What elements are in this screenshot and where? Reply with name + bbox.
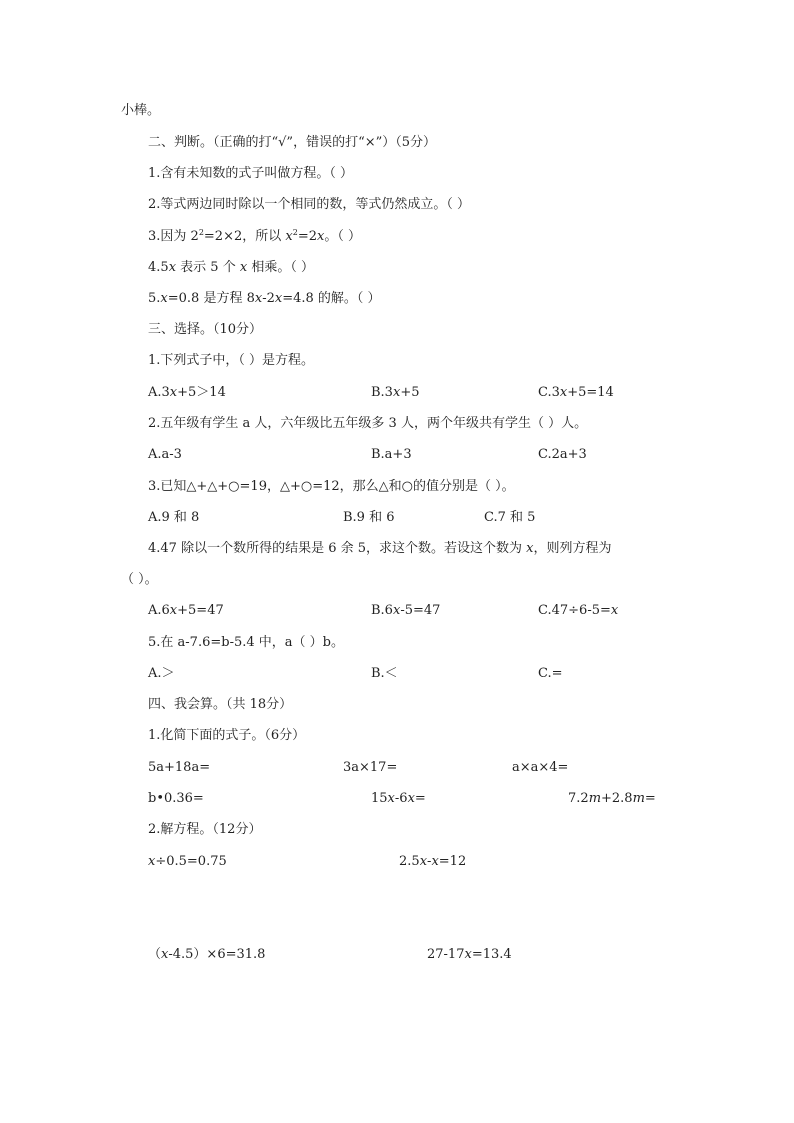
choice-q3-option-b: B.9 和 6 xyxy=(343,510,395,525)
simplify-expr-4: b•0.36= xyxy=(148,791,204,806)
choice-q1-option-c: C.3x+5=14 xyxy=(538,385,614,400)
intro-tail-text: 小棒。 xyxy=(121,103,161,118)
simplify-expr-3: a×a×4= xyxy=(512,760,569,775)
choice-q4-option-b: B.6x-5=47 xyxy=(371,603,441,618)
section3-heading: 三、选择。（10分） xyxy=(148,322,263,337)
equation-2: 2.5x-x=12 xyxy=(399,854,467,869)
choice-q1-stem: 1.下列式子中，（ ）是方程。 xyxy=(148,353,315,368)
choice-q2-option-c: C.2a+3 xyxy=(538,447,587,462)
simplify-expr-5: 15x-6x= xyxy=(371,791,426,806)
choice-q3-option-a: A.9 和 8 xyxy=(148,510,200,525)
choice-q5-option-b: B.＜ xyxy=(371,666,398,681)
judge-q4: 4.5x 表示 5 个 x 相乘。（ ） xyxy=(148,260,314,275)
equation-1: x÷0.5=0.75 xyxy=(148,854,227,869)
judge-q3: 3.因为 $2^2=2\times 2$，所以 $x^2=2x$。（ ） xyxy=(148,228,361,244)
simplify-subheading: 1.化简下面的式子。（6分） xyxy=(148,728,306,743)
judge-q1: 1.含有未知数的式子叫做方程。（ ） xyxy=(148,166,354,181)
choice-q3-stem: 3.已知△+△+○=19，△+○=12，那么△和○的值分别是（ ）。 xyxy=(148,479,515,494)
simplify-expr-6: 7.2m+2.8m= xyxy=(568,791,656,806)
choice-q4-option-c: C.47÷6-5=x xyxy=(538,603,619,618)
section4-heading: 四、我会算。（共 18分） xyxy=(148,697,293,712)
choice-q2-option-a: A.a-3 xyxy=(148,447,182,462)
choice-q3-option-c: C.7 和 5 xyxy=(484,510,536,525)
choice-q5-option-c: C.= xyxy=(538,666,563,681)
choice-q1-option-a: A.3x+5＞14 xyxy=(148,385,226,400)
choice-q2-option-b: B.a+3 xyxy=(371,447,412,462)
choice-q5-option-a: A.＞ xyxy=(148,666,175,681)
equation-4: 27-17x=13.4 xyxy=(427,947,512,962)
choice-q4-option-a: A.6x+5=47 xyxy=(148,603,224,618)
judge-q2: 2.等式两边同时除以一个相同的数，等式仍然成立。（ ） xyxy=(148,197,471,212)
choice-q4-stem: 4.47 除以一个数所得的结果是 6 余 5，求这个数。若设这个数为 x，则列方程为 xyxy=(148,541,612,556)
choice-q1-option-b: B.3x+5 xyxy=(371,385,420,400)
simplify-expr-2: 3a×17= xyxy=(343,760,398,775)
equation-3: （x-4.5）×6=31.8 xyxy=(148,947,266,962)
choice-q2-stem: 2.五年级有学生 a 人，六年级比五年级多 3 人，两个年级共有学生（ ）人。 xyxy=(148,416,588,431)
choice-q5-stem: 5.在 a-7.6=b-5.4 中，a（ ）b。 xyxy=(148,635,344,650)
solve-subheading: 2.解方程。（12分） xyxy=(148,822,262,837)
simplify-expr-1: 5a+18a= xyxy=(148,760,211,775)
choice-q4-stem-line2: （ ）。 xyxy=(121,572,158,587)
judge-q5: 5.x=0.8 是方程 8x-2x=4.8 的解。（ ） xyxy=(148,291,381,306)
section2-heading: 二、判断。（正确的打“√”，错误的打“×”）（5分） xyxy=(148,135,437,150)
